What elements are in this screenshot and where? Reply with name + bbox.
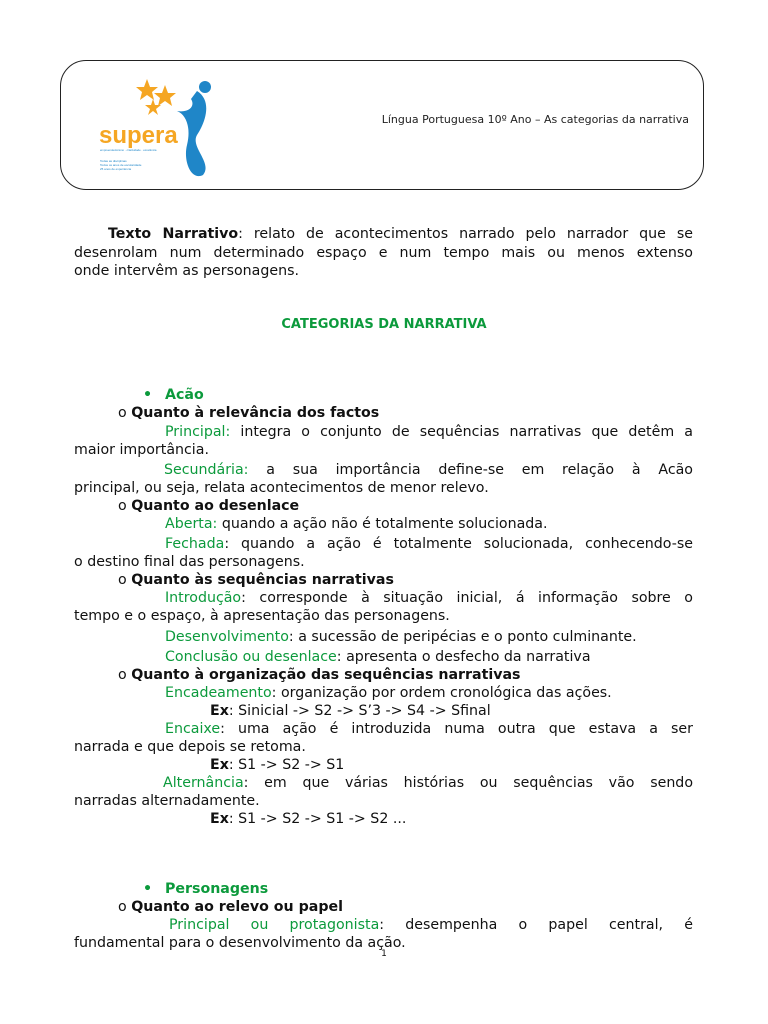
heading-text: Personagens [165,881,269,897]
section-title: CATEGORIAS DA NARRATIVA [281,317,487,332]
intro-text: : relato de acontecimentos narrado pelo narrador que se [238,226,693,242]
heading-text: Acão [165,387,204,403]
subheading-organizacao [118,666,521,684]
term: Aberta: [165,516,218,532]
list-marker: o [118,899,127,915]
item-principal [74,423,693,441]
subheading-sequencias [118,571,394,589]
term: Conclusão ou desenlace [165,649,337,665]
example-text: : S1 -> S2 -> S1 [228,757,345,773]
subheading-text: Quanto ao relevo ou papel [131,899,343,915]
text: : apresenta o desfecho da narrativa [336,649,591,665]
example-alternancia [210,810,406,828]
example-text: : Sinicial -> S2 -> S’3 -> S4 -> Sfinal [228,703,491,719]
subheading-text: Quanto à organização das sequências narrativas [131,667,521,683]
item-text: narrada e que depois se retoma. [74,739,306,755]
term: Fechada [165,536,225,552]
logo-tagline: Todas as disciplinas [100,159,127,163]
subheading-text: Quanto às sequências narrativas [131,572,394,588]
logo-subtitle: empreendedorismo · criatividade · excelência [100,148,157,152]
text: : quando a ação é totalmente solucionada, conhecendo-se [224,536,693,552]
logo-tagline: 25 anos de experiência [100,167,132,171]
figure-head-icon [199,81,211,93]
intro-term: Texto Narrativo [108,226,239,242]
term: Desenvolvimento [165,629,289,645]
document-title: Língua Portuguesa 10º Ano – As categorias da narrativa [381,113,689,126]
term: Secundária: [164,462,249,478]
item-text: fundamental para o desenvolvimento da ação. [74,935,406,951]
text: integra o conjunto de sequências narrativas que detêm a [230,424,693,440]
subheading-text: Quanto ao desenlace [131,498,300,514]
item-aberta [165,515,548,533]
star-icon [145,99,161,115]
example-text: : S1 -> S2 -> S1 -> S2 ... [228,811,407,827]
example-encaixe [210,756,344,774]
text: : a sucessão de peripécias e o ponto culminante. [288,629,637,645]
page-number: 1 [381,949,387,959]
term: Principal: [165,424,231,440]
item-conclusao [165,648,591,666]
term: Encaixe [165,721,221,737]
intro-line: desenrolam num determinado espaço e num tempo mais ou menos extenso [74,245,693,261]
item-encadeamento [165,684,612,702]
example-encadeamento [210,702,491,720]
item-text: maior importância. [74,442,209,458]
term: Alternância [163,775,244,791]
item-introducao [74,589,693,607]
text: a sua importância define-se em relação à Acão [248,462,693,478]
logo-tagline: Todos os anos de escolaridade [100,163,142,167]
list-marker: o [118,405,127,421]
item-fechada [74,535,693,553]
item-desenvolvimento [165,628,637,646]
term: Introdução [165,590,242,606]
text: quando a ação não é totalmente solucionada. [217,516,548,532]
item-text: principal, ou seja, relata acontecimentos de menor relevo. [74,480,489,496]
item-encaixe [74,720,693,738]
intro-line: onde intervêm as personagens. [74,263,299,279]
bullet-icon: • [143,387,153,403]
supera-logo [95,71,225,183]
item-text: o destino final das personagens. [74,554,305,570]
list-marker: o [118,498,127,514]
logo-text: supera [99,122,178,149]
star-icon [136,79,158,100]
subheading-text: Quanto à relevância dos factos [131,405,380,421]
item-text: tempo e o espaço, à apresentação das personagens. [74,608,450,624]
text: : organização por ordem cronológica das ações. [271,685,612,701]
subheading-relevo [118,898,343,916]
text: : corresponde à situação inicial, á informação sobre o [241,590,693,606]
subheading-relevancia [118,404,379,422]
bullet-icon: • [143,881,153,897]
item-protagonista [74,916,693,934]
example-label: Ex [210,703,229,719]
bullet-heading-acao [143,386,204,404]
intro-line [74,225,693,243]
star-icon [154,85,176,106]
example-label: Ex [210,811,229,827]
subheading-desenlace [118,497,299,515]
item-text: narradas alternadamente. [74,793,260,809]
term: Encadeamento [165,685,272,701]
text: : uma ação é introduzida numa outra que estava a ser [220,721,693,737]
bullet-heading-personagens [143,880,268,898]
example-label: Ex [210,757,229,773]
item-secundaria [74,461,693,479]
header-box [60,60,704,190]
text: : em que várias histórias ou sequências vão sendo [243,775,693,791]
item-alternancia [74,774,693,792]
text: : desempenha o papel central, é [379,917,693,933]
list-marker: o [118,572,127,588]
figure-icon [177,91,206,176]
term: Principal ou protagonista [169,917,380,933]
list-marker: o [118,667,127,683]
